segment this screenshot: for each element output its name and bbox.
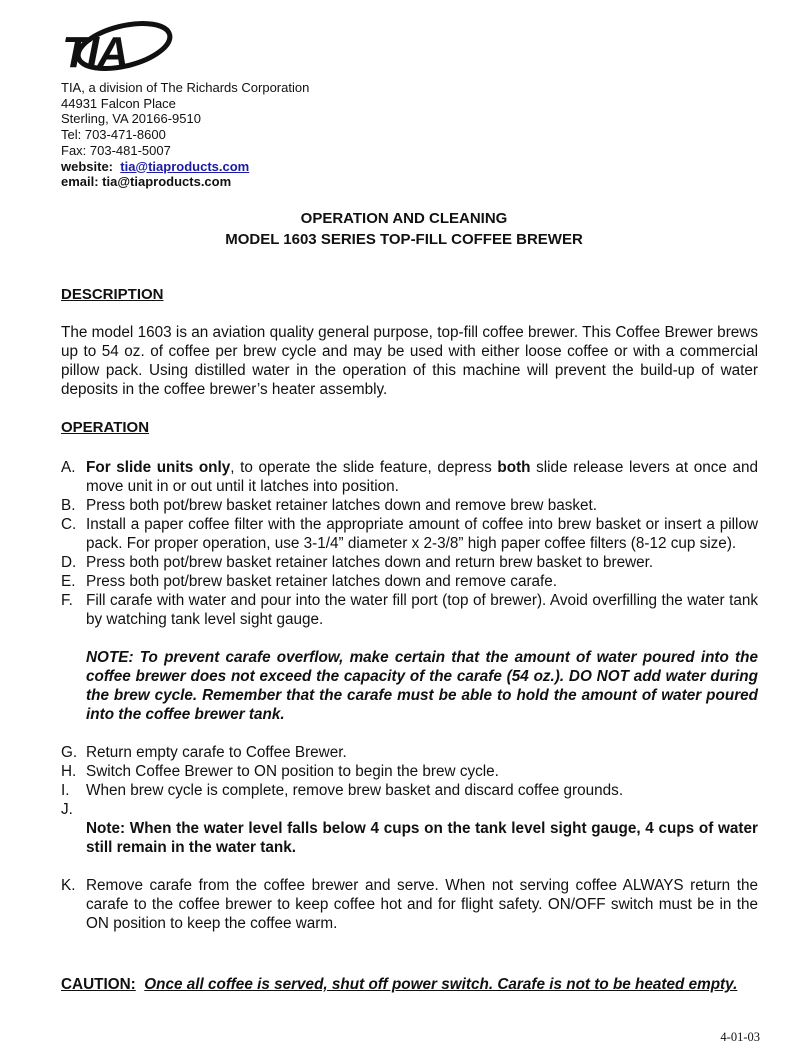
list-item xyxy=(61,458,758,496)
list-item xyxy=(61,591,758,629)
operation-heading: OPERATION xyxy=(61,419,150,436)
description-paragraph: The model 1603 is an aviation quality general purpose, top-fill coffee brewer. This Coffee Brewer brews up to 54 oz. of coffee per brew cycle and may be used with either loose coffee or with a commercial pillow pack. Using distilled water in the operation of this machine will prevent the build-up of water deposits in the coffee brewer’s heater assembly. xyxy=(61,324,758,398)
website-line xyxy=(61,159,309,175)
step-text: Return empty carafe to Coffee Brewer. xyxy=(86,744,347,761)
step-text: Press both pot/brew basket retainer latches down and remove carafe. xyxy=(86,573,558,590)
step-letter: E. xyxy=(61,573,76,590)
step-letter: G. xyxy=(61,744,78,761)
list-item xyxy=(61,743,758,762)
operation-steps xyxy=(61,458,758,933)
step-text: For slide units only, to operate the slide feature, depress both slide release levers at once and move unit in or out until it latches into position. xyxy=(86,459,758,495)
list-item xyxy=(61,515,758,553)
step-letter: K. xyxy=(61,877,76,894)
document-date: 4-01-03 xyxy=(720,1030,760,1044)
logo-text: TIA xyxy=(62,28,127,77)
fax: Fax: 703-481-5007 xyxy=(61,142,171,158)
list-item xyxy=(61,800,758,819)
telephone: Tel: 703-471-8600 xyxy=(61,127,166,143)
tia-logo xyxy=(58,15,174,77)
step-letter: I. xyxy=(61,782,70,799)
street-address: 44931 Falcon Place xyxy=(61,95,176,111)
note-text: NOTE: To prevent carafe overflow, make certain that the amount of water poured into the coffee brewer does not exceed the capacity of the carafe (54 oz.). DO NOT add water during the brew cycle. Remember that the carafe must be able to hold the amount of water poured into the coffee brewer tank. xyxy=(86,649,758,723)
step-text: Install a paper coffee filter with the appropriate amount of coffee into brew basket or insert a pillow pack. For proper operation, use 3-1/4” diameter x 2-3/8” high paper coffee filters (8-12 cup size). xyxy=(86,516,758,552)
step-text: Press both pot/brew basket retainer latches down and return brew basket to brewer. xyxy=(86,554,654,571)
note-overflow xyxy=(61,648,758,724)
step-text xyxy=(86,800,758,819)
step-text: Switch Coffee Brewer to ON position to begin the brew cycle. xyxy=(86,763,499,780)
list-item xyxy=(61,781,758,800)
step-letter: D. xyxy=(61,554,77,571)
list-item xyxy=(61,762,758,781)
step-letter: C. xyxy=(61,516,77,533)
list-item xyxy=(61,553,758,572)
step-letter: H. xyxy=(61,763,77,780)
note-text: Note: When the water level falls below 4 cups on the tank level sight gauge, 4 cups of water still remain in the water tank. xyxy=(86,820,758,856)
website-link[interactable]: tia@tiaproducts.com xyxy=(120,158,250,174)
description-heading: DESCRIPTION xyxy=(61,286,164,303)
note-water-level xyxy=(61,819,758,857)
step-letter: F. xyxy=(61,592,73,609)
caution-notice xyxy=(61,975,758,994)
list-item xyxy=(61,876,758,933)
step-text: When brew cycle is complete, remove brew basket and discard coffee grounds. xyxy=(86,782,624,799)
caution-text: Once all coffee is served, shut off power switch. Carafe is not to be heated empty. xyxy=(144,976,738,993)
caution-label: CAUTION: xyxy=(61,976,136,993)
company-name: TIA, a division of The Richards Corporation xyxy=(61,80,310,95)
step-letter: A. xyxy=(61,459,76,476)
email-line: email: tia@tiaproducts.com xyxy=(61,174,232,190)
list-item xyxy=(61,496,758,515)
step-text: Remove carafe from the coffee brewer and serve. When not serving coffee ALWAYS return the carafe to the coffee brewer to keep coffee hot and for flight safety. ON/OFF switch must be in the ON position to keep the coffee warm. xyxy=(86,877,758,932)
list-item xyxy=(61,572,758,591)
website-label: website: xyxy=(61,158,114,174)
step-letter: J. xyxy=(61,801,73,818)
step-text: Press both pot/brew basket retainer latches down and remove brew basket. xyxy=(86,497,598,514)
step-letter: B. xyxy=(61,497,76,514)
document-subtitle: MODEL 1603 SERIES TOP-FILL COFFEE BREWER xyxy=(225,231,583,248)
company-address xyxy=(61,80,309,190)
document-title: OPERATION AND CLEANING xyxy=(300,210,508,227)
city-state-zip: Sterling, VA 20166-9510 xyxy=(61,111,201,127)
step-text: Fill carafe with water and pour into the water fill port (top of brewer). Avoid overfilling the water tank by watching tank level sight gauge. xyxy=(86,592,758,628)
